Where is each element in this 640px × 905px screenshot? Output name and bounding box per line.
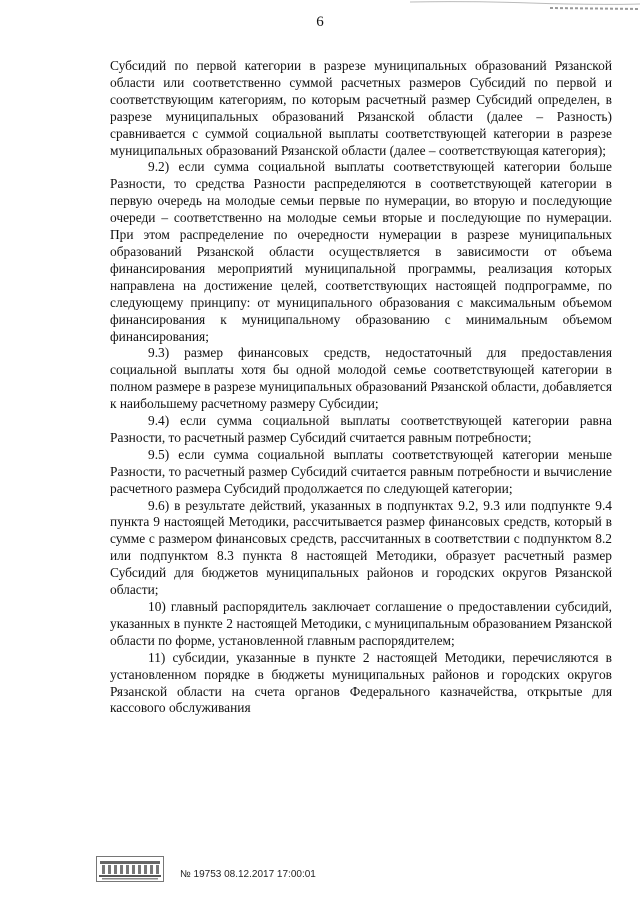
scan-edge-artifact-icon: [410, 0, 640, 12]
government-building-stamp-icon: [96, 856, 164, 882]
paragraph-9-5: 9.5) если сумма социальной выплаты соответствующей категории меньше Разности, то расчетный размер Субсидий считается равным потребности и вычисление расчетного размера Субсидий продолжается по следующей категории;: [110, 446, 612, 496]
document-footer: [96, 856, 596, 896]
paragraph-9-2: 9.2) если сумма социальной выплаты соответствующей категории больше Разности, то средства Разности распределяются в соответствующей категории в первую очередь на молодые семьи первые по нумерации, во вторую и последующие очереди – соответственно на молодые семьи вторые и последующие по нумерации. При этом распределение по очередности нумерации в разрезе муниципальных образований Рязанской области осуществляется в зависимости от объема финансирования мероприятий муниципальной программы, реализация которых направлена на достижение целей, соответствующих настоящей подпрограмме, по следующему принципу: от муниципального образования с максимальным объемом финансирования к муниципальному образованию с минимальным объемом финансирования;: [110, 159, 612, 344]
paragraph-9-3: 9.3) размер финансовых средств, недостаточный для предоставления социальной выплаты хотя бы одной молодой семье соответствующей категории в полном размере в разрезе муниципальных образований Рязанской области, добавляется к наибольшему расчетному размеру Субсидии;: [110, 345, 612, 412]
paragraph-9-4: 9.4) если сумма социальной выплаты соответствующей категории равна Разности, то расчетный размер Субсидий считается равным потребности;: [110, 413, 612, 445]
document-registration-id: № 19753 08.12.2017 17:00:01: [180, 869, 316, 880]
document-body: [110, 58, 612, 717]
paragraph-9-6: 9.6) в результате действий, указанных в подпунктах 9.2, 9.3 или подпункте 9.4 пункта 9 настоящей Методики, рассчитывается размер финансовых средств, который в сумме с размером финансовых средств, рассчитанных в соответствии с подпунктом 8.2 или подпунктом 8.3 пункта 8 настоящей Методики, образует расчетный размер Субсидий для бюджетов муниципальных районов и городских округов Рязанской области;: [110, 497, 612, 598]
page-number: 6: [316, 14, 324, 30]
paragraph-11: 11) субсидии, указанные в пункте 2 настоящей Методики, перечисляются в установленном порядке в бюджеты муниципальных районов и городских округов Рязанской области на счета органов Федерального казначейства, открытые для кассового обслуживания: [110, 649, 612, 716]
paragraph-continuation: Субсидий по первой категории в разрезе муниципальных образований Рязанской области или соответственно суммой расчетных размеров Субсидий по первой и соответствующим категориям, по которым расчетный размер Субсидий определен, в разрезе муниципальных образований Рязанской области (далее – Разность) сравнивается с суммой социальной выплаты соответствующей категории в разрезе муниципальных образований Рязанской области (далее – соответствующая категория);: [110, 58, 612, 158]
paragraph-10: 10) главный распорядитель заключает соглашение о предоставлении субсидий, указанных в пункте 2 настоящей Методики, с муниципальным образованием Рязанской области по форме, установленной главным распорядителем;: [110, 599, 612, 648]
